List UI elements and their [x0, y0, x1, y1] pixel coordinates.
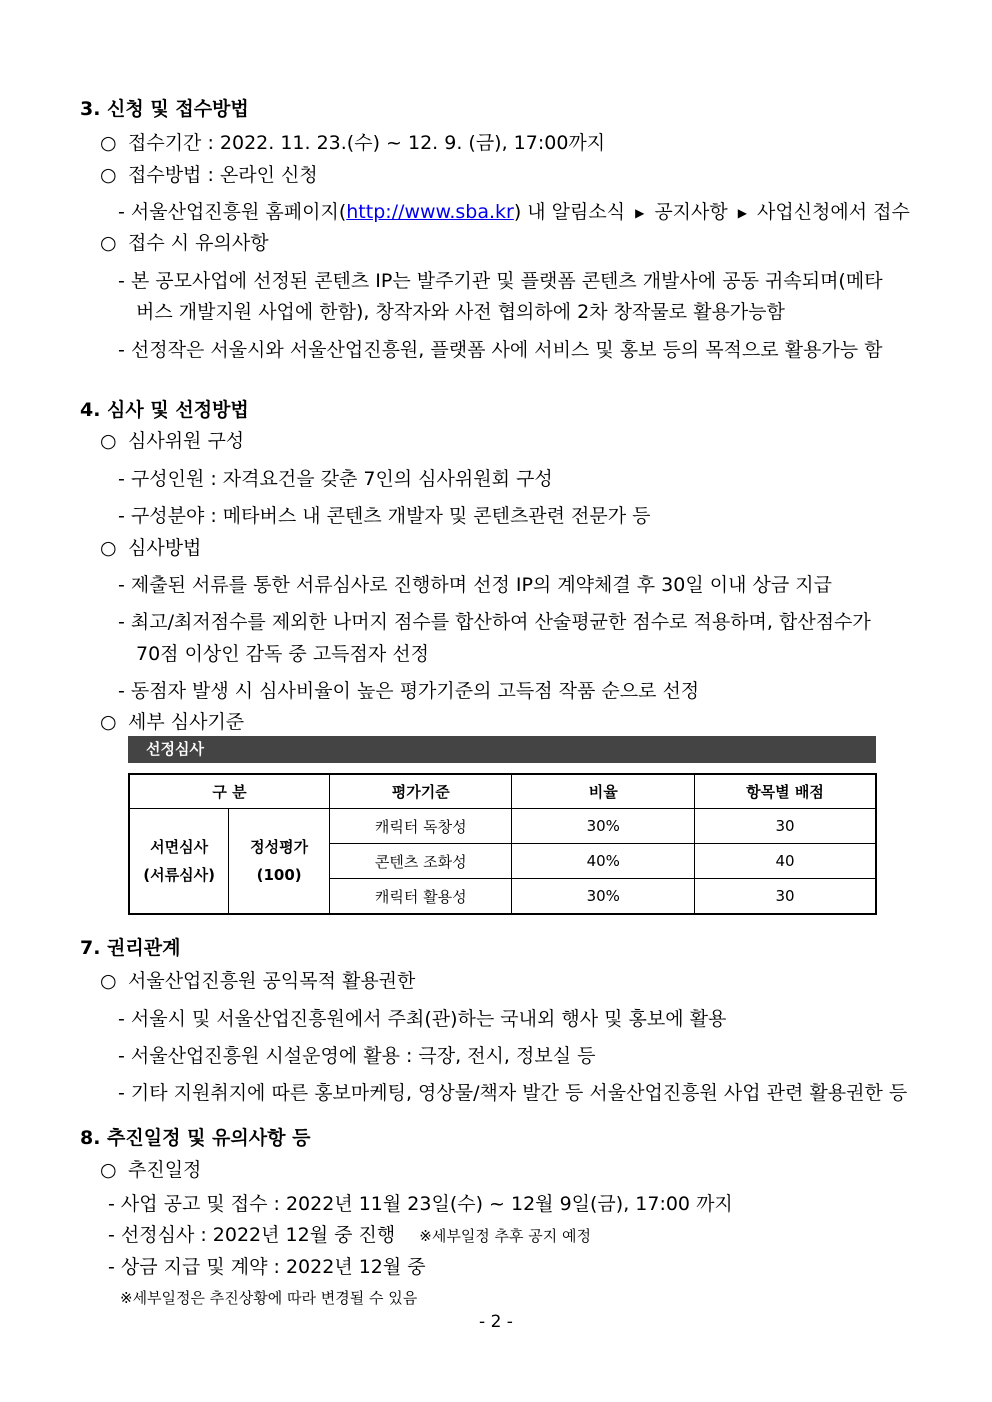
schedule-note: ※세부일정은 추진상황에 따라 변경될 수 있음 — [120, 1289, 418, 1307]
right-triangle-icon: ▶ — [737, 206, 747, 220]
application-period: ○ 접수기간 : 2022. 11. 23.(수) ~ 12. 9. (금), 17:00까지 — [100, 130, 605, 156]
schedule-subtitle: ○ 추진일정 — [100, 1157, 201, 1183]
category-2-line-b: (100) — [256, 866, 302, 884]
review-method-2b: 70점 이상인 감독 중 고득점자 선정 — [136, 643, 429, 665]
header-category: 구 분 — [129, 774, 330, 809]
selection-review-bar: 선정심사 — [128, 736, 876, 763]
table-row — [129, 809, 876, 844]
schedule-item-3: - 상금 지급 및 계약 : 2022년 12월 중 — [108, 1256, 426, 1278]
application-method-detail — [118, 199, 910, 226]
method-step-notice: 공지사항 — [654, 201, 728, 223]
category-1-line-a: 서면심사 — [150, 838, 209, 856]
schedule-item-2-note: ※세부일정 추후 공지 예정 — [419, 1227, 592, 1245]
section-3-title: 3. 신청 및 접수방법 — [80, 98, 249, 120]
committee-fields: - 구성분야 : 메타버스 내 콘텐츠 개발자 및 콘텐츠관련 전문가 등 — [118, 505, 651, 527]
rights-subtitle: ○ 서울산업진흥원 공익목적 활용권한 — [100, 968, 415, 994]
row-score: 30 — [694, 879, 876, 915]
rights-item-3: - 기타 지원취지에 따른 홍보마케팅, 영상물/책자 발간 등 서울산업진흥원 사업 관련 활용권한 등 — [118, 1082, 908, 1104]
criteria-title: ○ 세부 심사기준 — [100, 709, 244, 735]
schedule-item-2 — [108, 1222, 591, 1249]
rights-item-2: - 서울산업진흥원 시설운영에 활용 : 극장, 전시, 정보실 등 — [118, 1045, 596, 1067]
row-score: 40 — [694, 844, 876, 879]
application-note-2: - 선정작은 서울시와 서울산업진흥원, 플랫폼 사에 서비스 및 홍보 등의 목적으로 활용가능 함 — [118, 339, 883, 361]
right-triangle-icon: ▶ — [635, 206, 645, 220]
row-criteria: 콘텐츠 조화성 — [330, 844, 512, 879]
review-method-2a: - 최고/최저점수를 제외한 나머지 점수를 합산하여 산술평균한 점수로 적용하며, 합산점수가 — [118, 611, 871, 633]
committee-members: - 구성인원 : 자격요건을 갖춘 7인의 심사위원회 구성 — [118, 468, 553, 490]
row-ratio: 30% — [512, 809, 695, 844]
review-method-title: ○ 심사방법 — [100, 535, 201, 561]
category-2-line-a: 정성평가 — [250, 838, 309, 856]
application-method: ○ 접수방법 : 온라인 신청 — [100, 162, 318, 188]
application-note-1b: 버스 개발지원 사업에 한함), 창작자와 사전 협의하에 2차 창작물로 활용가능함 — [136, 301, 785, 323]
schedule-item-1: - 사업 공고 및 접수 : 2022년 11월 23일(수) ~ 12월 9일(금), 17:00 까지 — [108, 1193, 733, 1215]
rights-item-1: - 서울시 및 서울산업진흥원에서 주최(관)하는 국내외 행사 및 홍보에 활용 — [118, 1008, 727, 1030]
row-score: 30 — [694, 809, 876, 844]
table-header-row — [129, 774, 876, 809]
row-ratio: 40% — [512, 844, 695, 879]
row-criteria: 캐릭터 활용성 — [330, 879, 512, 915]
section-8-title: 8. 추진일정 및 유의사항 등 — [80, 1127, 311, 1149]
header-ratio: 비율 — [512, 774, 695, 809]
category-document-review — [129, 809, 229, 915]
category-1-line-b: (서류심사) — [143, 866, 215, 884]
category-qualitative — [229, 809, 330, 915]
header-criteria: 평가기준 — [330, 774, 512, 809]
application-note-1a: - 본 공모사업에 선정된 콘텐츠 IP는 발주기관 및 플랫폼 콘텐츠 개발사에 공동 귀속되며(메타 — [118, 270, 883, 292]
method-detail-mid: ) 내 알림소식 — [513, 201, 626, 223]
method-detail-pre: - 서울산업진흥원 홈페이지( — [118, 201, 347, 223]
page-number: - 2 - — [479, 1312, 513, 1332]
committee-title: ○ 심사위원 구성 — [100, 428, 244, 454]
method-step-apply: 사업신청에서 접수 — [756, 201, 910, 223]
sba-homepage-link[interactable]: http://www.sba.kr — [346, 201, 514, 223]
application-notes-title: ○ 접수 시 유의사항 — [100, 230, 269, 256]
section-4-title: 4. 심사 및 선정방법 — [80, 399, 249, 421]
section-7-title: 7. 권리관계 — [80, 937, 181, 959]
review-method-1: - 제출된 서류를 통한 서류심사로 진행하며 선정 IP의 계약체결 후 30일 이내 상금 지급 — [118, 574, 832, 596]
criteria-table — [128, 773, 877, 915]
review-method-3: - 동점자 발생 시 심사비율이 높은 평가기준의 고득점 작품 순으로 선정 — [118, 680, 700, 702]
header-score: 항목별 배점 — [694, 774, 876, 809]
row-ratio: 30% — [512, 879, 695, 915]
schedule-item-2-text: - 선정심사 : 2022년 12월 중 진행 — [108, 1224, 396, 1246]
row-criteria: 캐릭터 독창성 — [330, 809, 512, 844]
